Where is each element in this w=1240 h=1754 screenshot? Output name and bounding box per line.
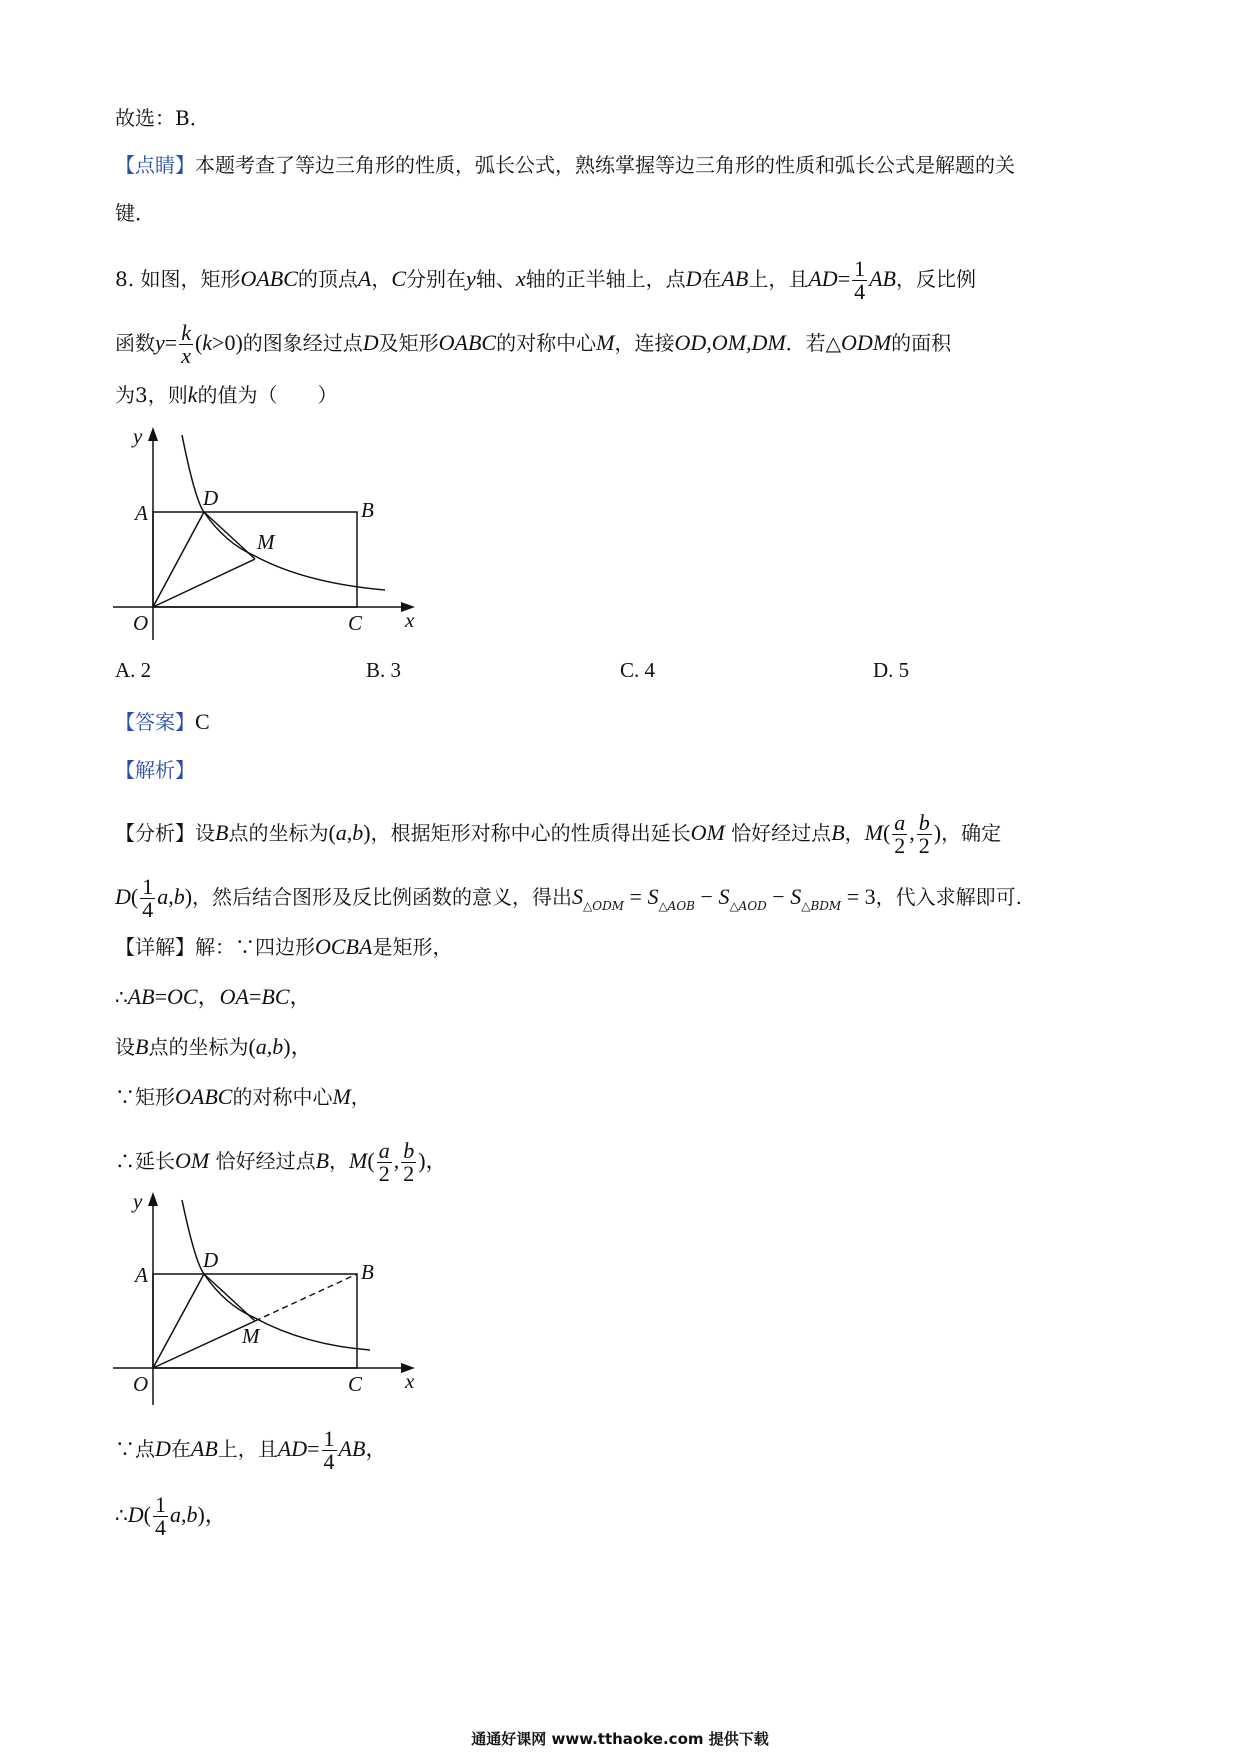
label-o: O bbox=[133, 611, 149, 635]
label-c-2: C bbox=[348, 1372, 363, 1396]
label-a: A bbox=[135, 501, 148, 525]
fenxi-line1: 【分析】设B点的坐标为(a,b)，根据矩形对称中心的性质得出延长OM 恰好经过点B，M( $\frac{a}{2}$ , $\frac{b}{2}$ )，确定 bbox=[115, 810, 1002, 858]
detail-line5: ∴延长OM 恰好经过点B，M( $\frac{a}{2}$ , $\frac{b}{2}$ )， bbox=[115, 1138, 448, 1186]
label-d-2: D bbox=[203, 1248, 219, 1272]
prev-comment-tail: 键． bbox=[115, 201, 155, 225]
analysis-tag: 【解析】 bbox=[115, 758, 195, 782]
option-d: D. 5 bbox=[873, 658, 910, 682]
detail-line1: 【详解】解：∵四边形OCBA是矩形， bbox=[115, 934, 453, 959]
label-d: D bbox=[203, 486, 219, 510]
option-a: A. 2 bbox=[115, 658, 152, 682]
detail-line2: ∴AB=OC，OA=BC， bbox=[115, 984, 312, 1009]
label-x-2: x bbox=[405, 1369, 415, 1393]
prev-answer: 故选：B． bbox=[115, 106, 210, 130]
detail-line4: ∵矩形OABC的对称中心M， bbox=[115, 1084, 371, 1109]
label-y: y bbox=[133, 425, 143, 448]
label-m-2: M bbox=[242, 1324, 260, 1348]
label-c: C bbox=[348, 611, 363, 635]
figure-solution bbox=[105, 1190, 425, 1415]
q8-line3: 为3，则k的值为（ ） bbox=[115, 382, 338, 407]
detail-line6: ∵点D在AB上，且AD= $\frac{1}{4}$ AB， bbox=[115, 1426, 388, 1474]
label-a-2: A bbox=[135, 1263, 148, 1287]
label-x: x bbox=[405, 608, 415, 632]
page-footer: 通通好课网 www.tthaoke.com 提供下载 bbox=[471, 1730, 769, 1748]
label-b-2: B bbox=[361, 1260, 374, 1284]
label-m: M bbox=[257, 530, 275, 554]
figure-question bbox=[105, 425, 425, 650]
fenxi-line2: D( $\frac{1}{4}$ a,b)，然后结合图形及反比例函数的意义，得出$S_{\triangle ODM} = S_{\triangle AOB} - S_{\triangle AOD} - S_{\triangle BDM} = 3$，代入求解即可. bbox=[115, 874, 1022, 922]
answer-line: 【答案】C bbox=[115, 709, 210, 734]
option-c: C. 4 bbox=[620, 658, 656, 682]
label-o-2: O bbox=[133, 1372, 149, 1396]
label-b: B bbox=[361, 498, 374, 522]
q8-line2: 函数y= $\frac{k}{x}$ (k>0)的图象经过点D及矩形OABC的对称中心M，连接OD,OM,DM．若△ODM的面积 bbox=[115, 320, 952, 368]
prev-comment: 【点睛】本题考查了等边三角形的性质，弧长公式，熟练掌握等边三角形的性质和弧长公式是解题的关 bbox=[115, 153, 1015, 177]
detail-line7: ∴D( $\frac{1}{4}$ a,b)， bbox=[115, 1492, 227, 1540]
q8-line1: 8. 如图，矩形OABC的顶点A，C分别在y轴、x轴的正半轴上，点D在AB上，且AD= $\frac{1}{4}$ AB，反比例 bbox=[115, 256, 976, 304]
label-y-2: y bbox=[133, 1190, 143, 1213]
option-b: B. 3 bbox=[366, 658, 402, 682]
detail-line3: 设B点的坐标为(a,b)， bbox=[115, 1034, 313, 1059]
